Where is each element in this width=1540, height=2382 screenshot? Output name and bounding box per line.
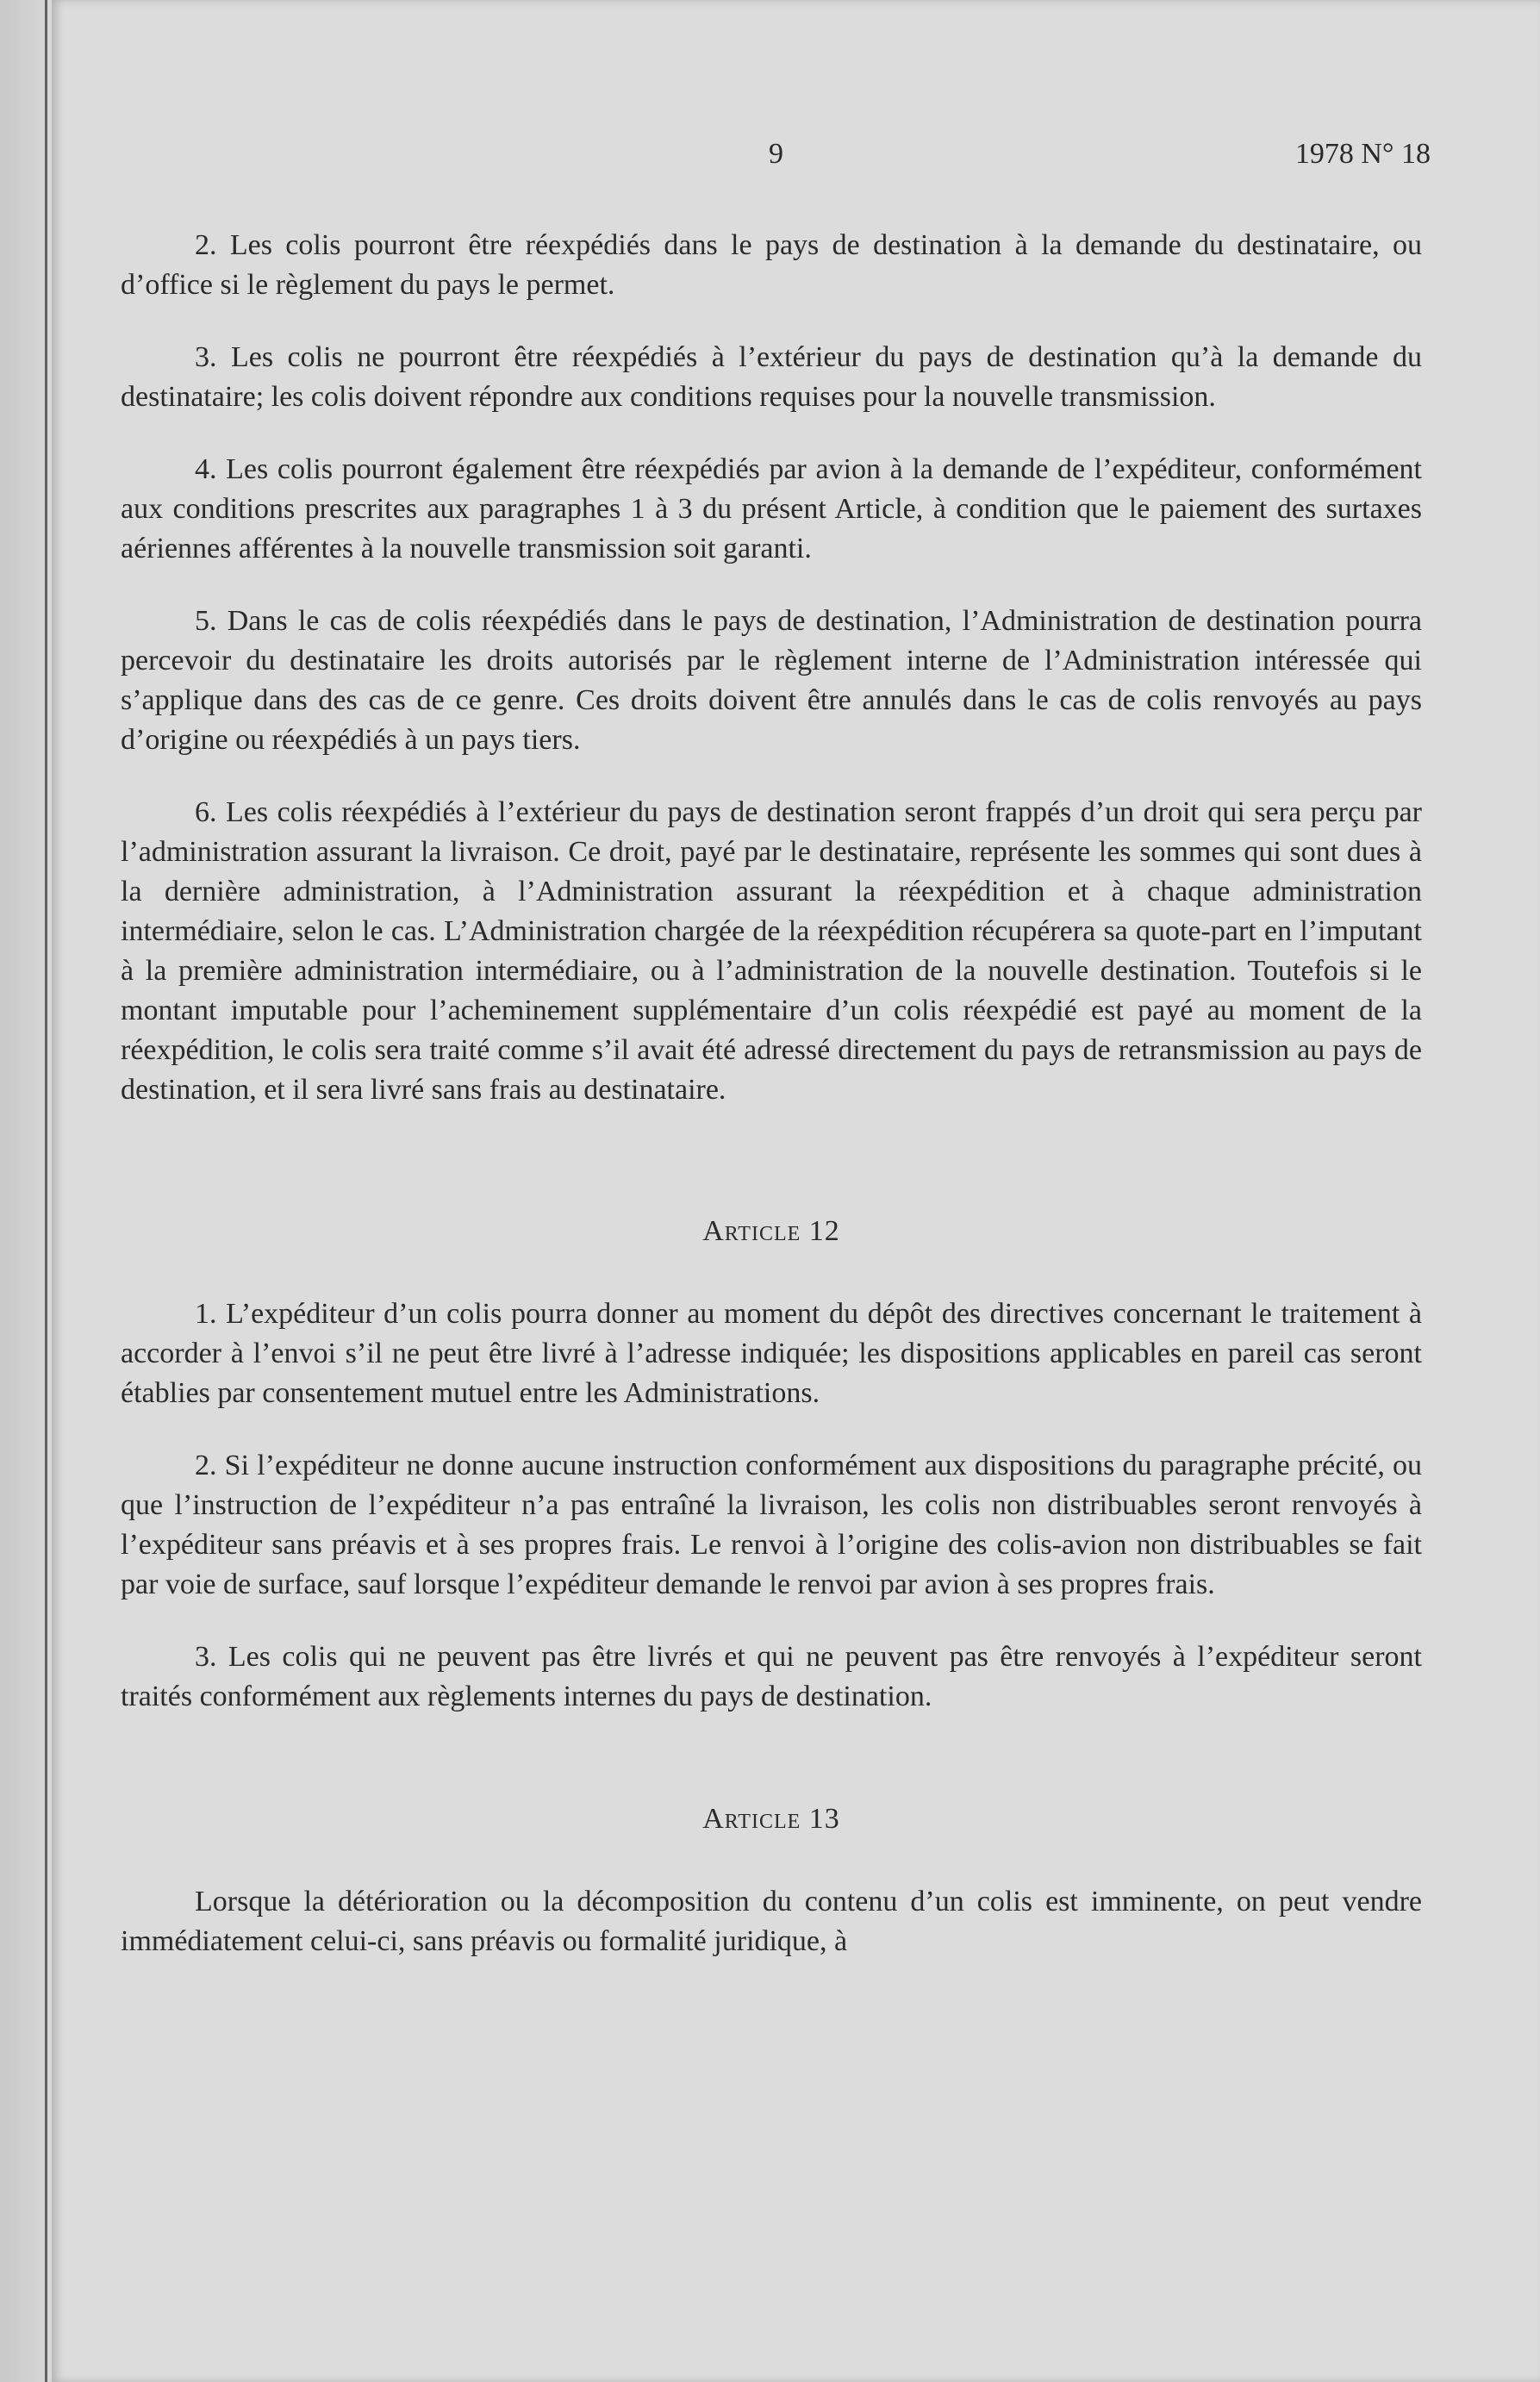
- binding-edge-line: [45, 0, 47, 2382]
- issue-reference: 1978 N° 18: [1294, 138, 1431, 170]
- paragraph: 2. Si l’expéditeur ne donne aucune instruction conformément aux dispositions du paragraphe précité, ou que l’instruction de l’expéditeur n’a pas entraîné la livraison, les colis non distribuables seront renvoyés à l’expéditeur sans préavis et à ses propres frais. Le renvoi à l’origine des colis-avion non distribuables se fait par voie de surface, sauf lorsque l’expéditeur demande le renvoi par avion à ses propres frais.: [121, 1450, 1422, 1600]
- paragraph: 4. Les colis pourront également être réexpédiés par avion à la demande de l’expéditeur, conformément aux conditions prescrites aux paragraphes 1 à 3 du présent Article, à condition que le paiement des surtaxes aériennes afférentes à la nouvelle transmission soit garanti.: [121, 453, 1422, 564]
- article-12-heading: Article 12: [702, 1215, 840, 1247]
- binding-gutter: [0, 0, 52, 2382]
- page-number: 9: [769, 138, 783, 170]
- page-header: [121, 138, 1431, 181]
- paragraph: 2. Les colis pourront être réexpédiés dans le pays de destination à la demande du destinataire, ou d’office si le règlement du pays le permet.: [121, 229, 1422, 301]
- paragraph: 5. Dans le cas de colis réexpédiés dans le pays de destination, l’Administration de destination pourra percevoir du destinataire les droits autorisés par le règlement interne de l’Administration intéressée qui s’applique dans des cas de ce genre. Ces droits doivent être annulés dans le cas de colis renvoyés au pays d’origine ou réexpédiés à un pays tiers.: [121, 605, 1422, 756]
- paragraph: 6. Les colis réexpédiés à l’extérieur du pays de destination seront frappés d’un droit qui sera perçu par l’administration assurant la livraison. Ce droit, payé par le destinataire, représente les sommes qui sont dues à la dernière administration, à l’Administration assurant la réexpédition et à chaque administration intermédiaire, selon le cas. L’Administration chargée de la réexpédition récupérera sa quote-part en l’imputant à la première administration intermédiaire, ou à l’administration de la nouvelle destination. Toutefois si le montant imputable pour l’acheminement supplémentaire d’un colis réexpédié est payé au moment de la réexpédition, le colis sera traité comme s’il avait été adressé directement du pays de retransmission au pays de destination, et il sera livré sans frais au destinataire.: [121, 796, 1422, 1106]
- paragraph: 1. L’expéditeur d’un colis pourra donner au moment du dépôt des directives concernant le traitement à accorder à l’envoi s’il ne peut être livré à l’adresse indiquée; les dispositions applicables en pareil cas seront établies par consentement mutuel entre les Administrations.: [121, 1298, 1422, 1409]
- paragraph: Lorsque la détérioration ou la décomposition du contenu d’un colis est imminente, on peut vendre immédiatement celui-ci, sans préavis ou formalité juridique, à: [121, 1886, 1422, 1957]
- document-body: [121, 226, 1422, 1994]
- paragraph: 3. Les colis qui ne peuvent pas être livrés et qui ne peuvent pas être renvoyés à l’expéditeur seront traités conformément aux règlements internes du pays de destination.: [121, 1641, 1422, 1712]
- article-13-heading: Article 13: [702, 1803, 840, 1835]
- paragraph: 3. Les colis ne pourront être réexpédiés à l’extérieur du pays de destination qu’à la demande du destinataire; les colis doivent répondre aux conditions requises pour la nouvelle transmission.: [121, 341, 1422, 413]
